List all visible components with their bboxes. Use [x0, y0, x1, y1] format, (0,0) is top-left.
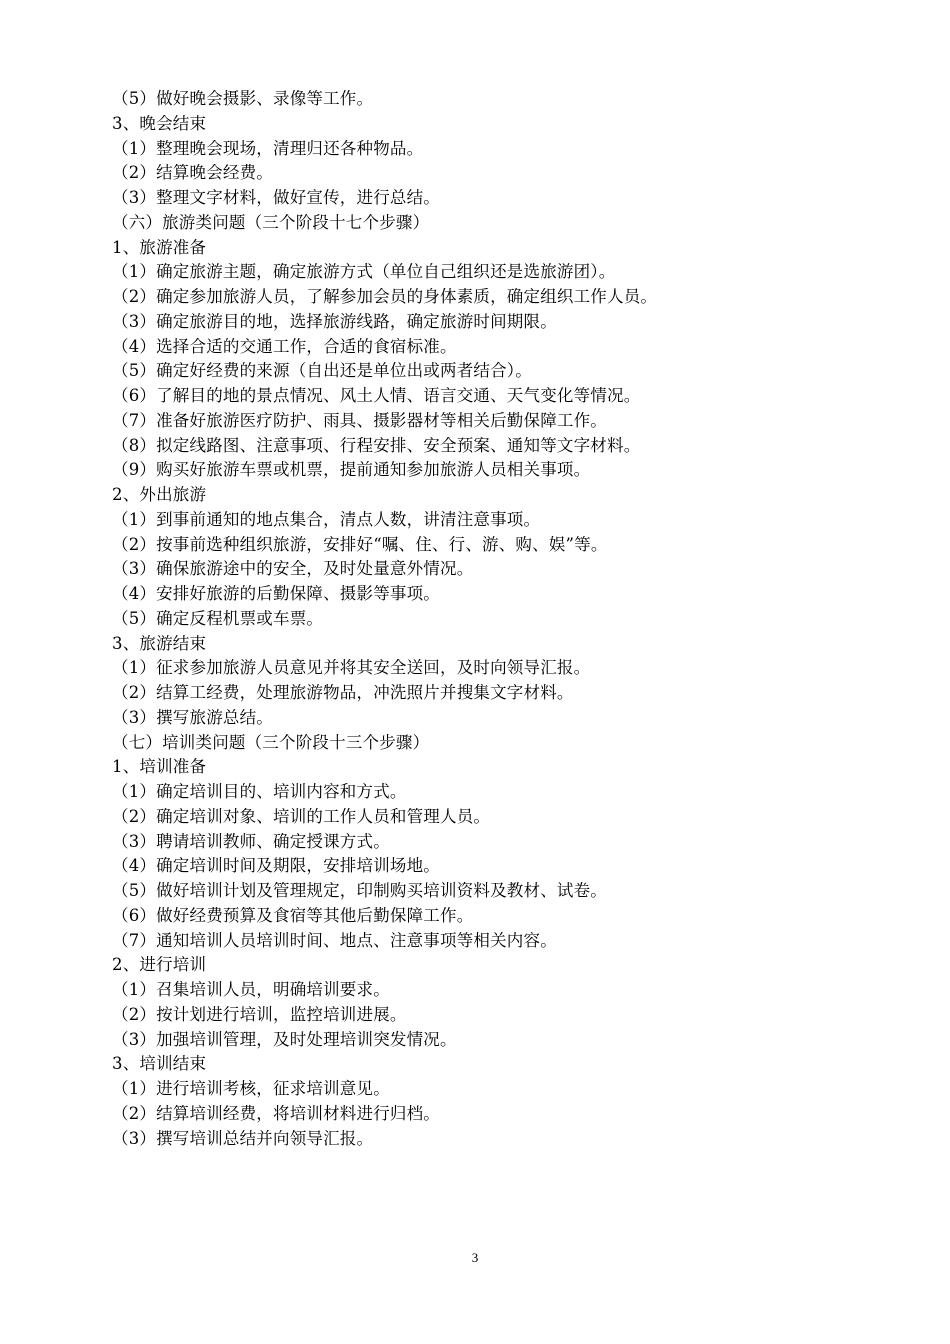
text-line: （7）通知培训人员培训时间、地点、注意事项等相关内容。 [112, 930, 557, 950]
text-line: （4）安排好旅游的后勤保障、摄影等事项。 [112, 584, 440, 603]
text-line: （4）确定培训时间及期限，安排培训场地。 [112, 856, 440, 876]
text-line: （2）按计划进行培训，监控培训进展。 [112, 1004, 407, 1024]
text-line: （2）确定培训对象、培训的工作人员和管理人员。 [112, 806, 491, 826]
document-body [112, 87, 852, 1151]
text-line: （5）做好培训计划及管理规定，印制购买培训资料及教材、试卷。 [112, 881, 607, 900]
text-line: （2）结算培训经费，将培训材料进行归档。 [112, 1103, 440, 1123]
text-line: （5）确定反程机票或车票。 [112, 608, 324, 628]
text-line: （7）准备好旅游医疗防护、雨具、摄影器材等相关后勤保障工作。 [112, 410, 607, 430]
text-line: （1）进行培训考核，征求培训意见。 [112, 1079, 390, 1098]
text-line: （2）结算工经费，处理旅游物品，冲洗照片并搜集文字材料。 [112, 683, 574, 702]
text-line: （5）确定好经费的来源（自出还是单位出或两者结合）。 [112, 361, 532, 381]
section-heading: 3、旅游结束 [112, 633, 207, 653]
text-line: （3）确保旅游途中的安全，及时处量意外情况。 [112, 559, 474, 579]
text-line: （2）结算晚会经费。 [112, 163, 273, 183]
text-line: （1）召集培训人员，明确培训要求。 [112, 980, 390, 999]
text-line: （3）整理文字材料，做好宣传，进行总结。 [112, 188, 440, 207]
text-line: （6）做好经费预算及食宿等其他后勤保障工作。 [112, 905, 474, 925]
text-line: （3）撰写培训总结并向领导汇报。 [112, 1128, 374, 1148]
text-line: （1）整理晚会现场，清理归还各种物品。 [112, 138, 424, 158]
section-heading: 2、外出旅游 [112, 485, 207, 504]
text-line: （3）撰写旅游总结。 [112, 707, 273, 727]
section-heading: 1、培训准备 [112, 757, 207, 777]
text-line: （2）按事前选种组织旅游，安排好“嘱、住、行、游、购、娱”等。 [112, 534, 608, 554]
section-heading: 3、培训结束 [112, 1054, 207, 1074]
text-line: （9）购买好旅游车票或机票，提前通知参加旅游人员相关事项。 [112, 460, 591, 480]
section-heading: 1、旅游准备 [112, 237, 207, 257]
section-heading: 2、进行培训 [112, 955, 207, 975]
text-line: （1）到事前通知的地点集合，清点人数，讲清注意事项。 [112, 509, 541, 529]
text-line: （1）征求参加旅游人员意见并将其安全送回，及时向领导汇报。 [112, 658, 591, 678]
chapter-heading: （七）培训类问题（三个阶段十三个步骤） [112, 732, 430, 752]
text-line: （2）确定参加旅游人员，了解参加会员的身体素质，确定组织工作人员。 [112, 287, 658, 306]
text-line: （3）加强培训管理，及时处理培训突发情况。 [112, 1029, 457, 1049]
chapter-heading: （六）旅游类问题（三个阶段十七个步骤） [112, 212, 430, 232]
section-heading: 3、晚会结束 [112, 113, 207, 133]
text-line: （4）选择合适的交通工作，合适的食宿标准。 [112, 336, 457, 356]
text-line: （3）聘请培训教师、确定授课方式。 [112, 831, 390, 851]
text-line: （1）确定培训目的、培训内容和方式。 [112, 782, 407, 801]
text-line: （5）做好晚会摄影、录像等工作。 [112, 89, 374, 108]
text-line: （6）了解目的地的景点情况、风土人情、语言交通、天气变化等情况。 [112, 386, 641, 405]
page-number: 3 [471, 1250, 479, 1265]
text-line: （8）拟定线路图、注意事项、行程安排、安全预案、通知等文字材料。 [112, 435, 641, 455]
text-line: （1）确定旅游主题，确定旅游方式（单位自己组织还是选旅游团）。 [112, 262, 616, 282]
text-line: （3）确定旅游目的地，选择旅游线路，确定旅游时间期限。 [112, 311, 557, 331]
